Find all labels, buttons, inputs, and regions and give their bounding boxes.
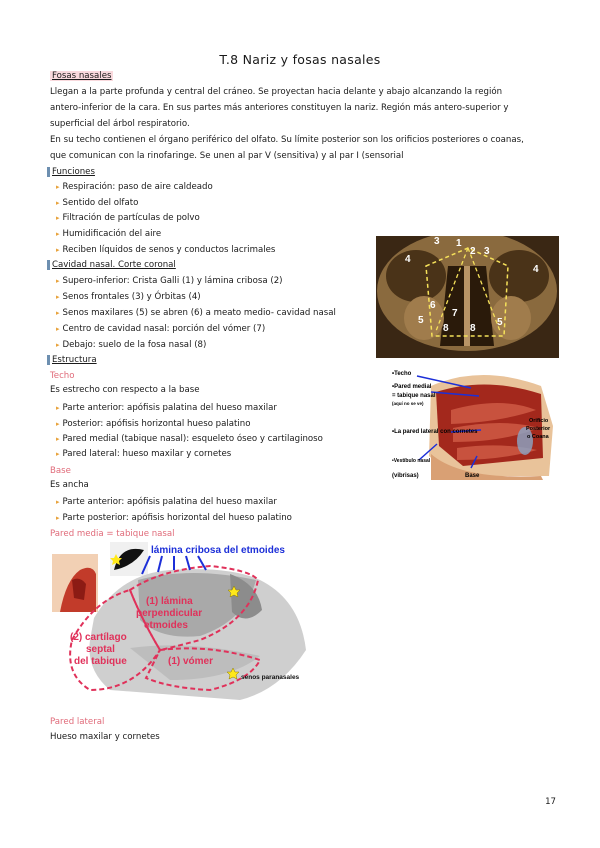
label-orificio: Posterior [526, 426, 551, 432]
nasal-septum-figure [50, 540, 310, 706]
section-heading-funciones: Funciones [47, 167, 95, 177]
label-vestibulo: •Vestíbulo nasal [392, 458, 431, 464]
list-item: ▸ Supero-inferior: Crista Galli (1) y lámina cribosa (2) [56, 276, 283, 286]
label-lamina-perpendicular: (1) lámina [146, 596, 193, 607]
label-4b: 4 [533, 264, 539, 275]
paragraph-line: Es estrecho con respecto a la base [50, 385, 200, 395]
section-heading-cavidad: Cavidad nasal. Corte coronal [47, 260, 176, 270]
label-orificio: o Coana [527, 434, 549, 440]
list-item: ▸ Parte posterior: apófisis horizontal del hueso palatino [56, 513, 292, 523]
label-lamina-perpendicular: etmoides [144, 620, 188, 631]
subheading-pared-lateral: Pared lateral [50, 717, 105, 727]
paragraph-line: En su techo contienen el órgano periférico del olfato. Su límite posterior son los orificios posteriores o coanas, [50, 135, 524, 145]
list-item: ▸ Pared medial (tabique nasal): esqueleto óseo y cartilaginoso [56, 434, 323, 444]
page-number: 17 [545, 797, 556, 807]
list-item: ▸ Parte anterior: apófisis palatina del hueso maxilar [56, 497, 277, 507]
list-item: ▸ Sentido del olfato [56, 198, 138, 208]
paragraph-line: antero-inferior de la cara. En sus partes más anteriores constituyen la nariz. Región más antero-superior y [50, 103, 509, 113]
subheading-techo: Techo [50, 371, 75, 381]
paragraph-line: superficial del árbol respiratorio. [50, 119, 190, 129]
label-pared-medial: (aquí no se ve) [392, 401, 424, 406]
list-item: ▸ Pared lateral: hueso maxilar y cornetes [56, 449, 231, 459]
label-vomer: (1) vómer [168, 656, 214, 667]
label-orificio: Orificio [529, 418, 549, 424]
coronal-section-figure [376, 236, 559, 358]
page-title: T.8 Nariz y fosas nasales [219, 52, 381, 67]
label-8b: 8 [470, 323, 476, 334]
label-4a: 4 [405, 254, 411, 265]
subheading-base: Base [50, 466, 71, 476]
list-item: ▸ Filtración de partículas de polvo [56, 213, 200, 223]
label-cartilago: del tabique [74, 656, 127, 667]
label-2: 2 [470, 246, 476, 257]
label-pared-medial: = tabique nasal [392, 393, 436, 399]
list-item: ▸ Humidificación del aire [56, 229, 161, 239]
label-5a: 5 [418, 315, 424, 326]
label-3b: 3 [484, 246, 490, 257]
list-item: ▸ Senos frontales (3) y Órbitas (4) [56, 292, 201, 302]
list-item: ▸ Reciben líquidos de senos y conductos lacrimales [56, 245, 275, 255]
label-senos: senos paranasales [241, 674, 300, 681]
label-vibrisas: (vibrisas) [392, 473, 419, 479]
label-1: 1 [456, 238, 462, 249]
label-5b: 5 [497, 317, 503, 328]
list-item: ▸ Posterior: apófisis horizontal hueso palatino [56, 419, 251, 429]
lateral-wall-figure [391, 366, 556, 482]
paragraph-line: Es ancha [50, 480, 89, 490]
label-base: Base [465, 473, 480, 479]
label-7: 7 [452, 308, 458, 319]
label-3a: 3 [434, 236, 440, 247]
list-item: ▸ Debajo: suelo de la fosa nasal (8) [56, 340, 206, 350]
subheading-pared-media: Pared media = tabique nasal [50, 529, 175, 539]
list-item: ▸ Respiración: paso de aire caldeado [56, 182, 213, 192]
label-cartilago: septal [86, 644, 115, 655]
section-heading-fosas: Fosas nasales [52, 71, 112, 81]
list-item: ▸ Senos maxilares (5) se abren (6) a meato medio- cavidad nasal [56, 308, 336, 318]
label-8a: 8 [443, 323, 449, 334]
label-lamina-perpendicular: perpendicular [136, 608, 203, 619]
list-item: ▸ Centro de cavidad nasal: porción del vómer (7) [56, 324, 265, 334]
paragraph-line: que comunican con la rinofaringe. Se unen al par V (sensitiva) y al par I (sensorial [50, 151, 404, 161]
section-heading-estructura: Estructura [47, 355, 97, 365]
label-6: 6 [430, 300, 436, 311]
label-techo: •Techo [392, 371, 412, 377]
list-item: ▸ Parte anterior: apófisis palatina del hueso maxilar [56, 403, 277, 413]
label-pared-medial: •Pared medial [392, 384, 432, 390]
paragraph-line: Llegan a la parte profunda y central del cráneo. Se proyectan hacia delante y abajo alcanzando la región [50, 87, 503, 97]
label-cartilago: (2) cartílago [70, 632, 127, 643]
label-pared-lateral: •La pared lateral con cornetes [392, 429, 478, 435]
label-lamina-cribosa: lámina cribosa del etmoides [151, 545, 285, 556]
paragraph-line: Hueso maxilar y cornetes [50, 732, 160, 742]
